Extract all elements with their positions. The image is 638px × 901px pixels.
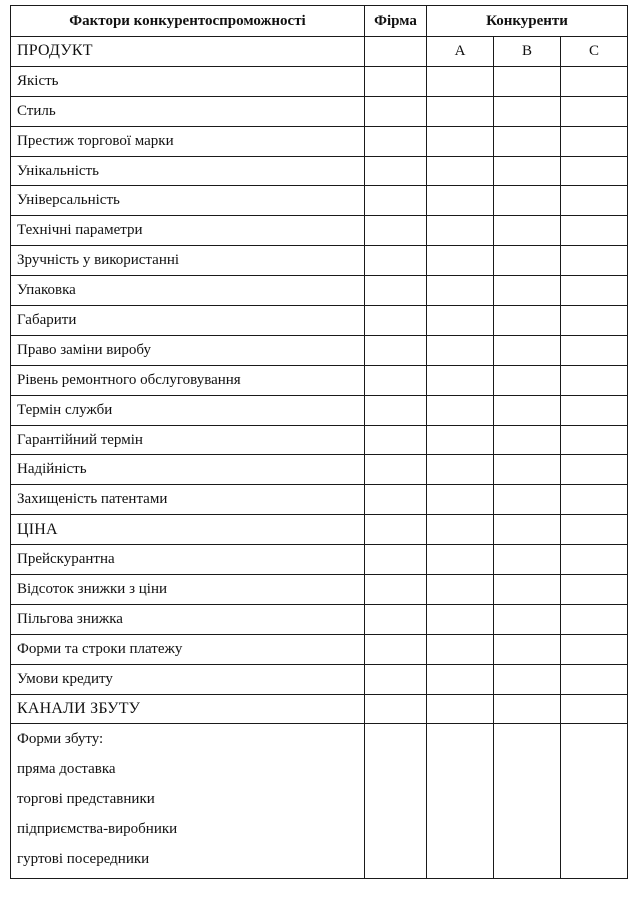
section-label: ЦІНА <box>11 515 365 545</box>
competitor-a-cell <box>427 395 494 425</box>
competitor-a-cell <box>427 604 494 634</box>
competitor-a-cell <box>427 724 494 879</box>
header-factors: Фактори конкурентоспроможності <box>11 6 365 37</box>
competitor-a-cell <box>427 156 494 186</box>
table-row <box>11 186 628 216</box>
competitor-c-cell <box>561 575 628 605</box>
competitor-b-cell <box>494 126 561 156</box>
table-row <box>11 664 628 694</box>
competitor-b-cell <box>494 515 561 545</box>
firm-cell <box>365 96 427 126</box>
competitor-a-cell <box>427 216 494 246</box>
competitor-c-cell <box>561 186 628 216</box>
factor-label: Універсальність <box>11 186 365 216</box>
header-row <box>11 6 628 37</box>
competitor-b-cell <box>494 246 561 276</box>
table-row <box>11 276 628 306</box>
competitor-c-cell <box>561 634 628 664</box>
competitor-a-cell <box>427 425 494 455</box>
competitor-c-cell <box>561 306 628 336</box>
sales-form-item: гуртові посередники <box>17 851 150 868</box>
competitor-c-cell <box>561 515 628 545</box>
table-row <box>11 66 628 96</box>
header-firm: Фірма <box>365 6 427 37</box>
factor-label: Умови кредиту <box>11 664 365 694</box>
firm-cell <box>365 66 427 96</box>
competitor-b-cell <box>494 395 561 425</box>
factor-label: Захищеність патентами <box>11 485 365 515</box>
competitor-a-cell <box>427 246 494 276</box>
competitor-a-cell <box>427 455 494 485</box>
competitor-c-cell <box>561 724 628 879</box>
factor-label: Габарити <box>11 306 365 336</box>
competitor-b-cell <box>494 485 561 515</box>
firm-cell <box>365 365 427 395</box>
competitor-c-cell <box>561 425 628 455</box>
factor-label: Право заміни виробу <box>11 335 365 365</box>
firm-cell <box>365 246 427 276</box>
table-row <box>11 634 628 664</box>
table-row <box>11 545 628 575</box>
header-competitor-a: А <box>427 37 494 67</box>
table-row <box>11 156 628 186</box>
sales-forms-row <box>11 724 628 879</box>
competitor-b-cell <box>494 306 561 336</box>
competitor-b-cell <box>494 634 561 664</box>
competitor-b-cell <box>494 455 561 485</box>
factor-label: Прейскурантна <box>11 545 365 575</box>
competitor-b-cell <box>494 156 561 186</box>
sales-forms-heading: Форми збуту: <box>17 731 104 748</box>
competitor-a-cell <box>427 485 494 515</box>
table-row <box>11 425 628 455</box>
firm-cell <box>365 216 427 246</box>
firm-cell <box>365 545 427 575</box>
firm-cell <box>365 395 427 425</box>
competitor-c-cell <box>561 365 628 395</box>
competitor-a-cell <box>427 276 494 306</box>
table-row <box>11 306 628 336</box>
competitor-a-cell <box>427 664 494 694</box>
factor-label: Рівень ремонтного обслуговування <box>11 365 365 395</box>
competitor-c-cell <box>561 96 628 126</box>
competitor-a-cell <box>427 365 494 395</box>
firm-cell <box>365 455 427 485</box>
competitor-a-cell <box>427 186 494 216</box>
sales-form-item: підприємства-виробники <box>17 821 178 838</box>
factor-label: Зручність у використанні <box>11 246 365 276</box>
factor-label: Якість <box>11 66 365 96</box>
firm-cell <box>365 515 427 545</box>
competitor-c-cell <box>561 604 628 634</box>
table-row <box>11 395 628 425</box>
competitor-b-cell <box>494 425 561 455</box>
firm-cell <box>365 306 427 336</box>
table-row <box>11 216 628 246</box>
competitor-b-cell <box>494 694 561 724</box>
competitiveness-factors-table <box>10 5 628 879</box>
competitor-a-cell <box>427 335 494 365</box>
competitor-b-cell <box>494 186 561 216</box>
table-row <box>11 485 628 515</box>
table-row <box>11 126 628 156</box>
competitor-b-cell <box>494 66 561 96</box>
competitor-c-cell <box>561 276 628 306</box>
competitor-a-cell <box>427 575 494 605</box>
competitor-c-cell <box>561 694 628 724</box>
table-row <box>11 96 628 126</box>
section-label: ПРОДУКТ <box>11 37 365 67</box>
table-row <box>11 246 628 276</box>
competitor-a-cell <box>427 66 494 96</box>
section-row <box>11 37 628 67</box>
firm-cell <box>365 156 427 186</box>
firm-cell <box>365 126 427 156</box>
competitor-c-cell <box>561 455 628 485</box>
table-row <box>11 455 628 485</box>
sales-form-item: торгові представники <box>17 791 155 808</box>
competitor-c-cell <box>561 156 628 186</box>
competitor-a-cell <box>427 515 494 545</box>
competitor-c-cell <box>561 126 628 156</box>
firm-cell <box>365 425 427 455</box>
competitor-a-cell <box>427 694 494 724</box>
competitor-c-cell <box>561 216 628 246</box>
competitor-a-cell <box>427 545 494 575</box>
firm-cell <box>365 186 427 216</box>
competitor-b-cell <box>494 604 561 634</box>
section-row <box>11 515 628 545</box>
competitor-c-cell <box>561 395 628 425</box>
competitor-a-cell <box>427 634 494 664</box>
competitor-b-cell <box>494 276 561 306</box>
firm-cell <box>365 276 427 306</box>
competitor-c-cell <box>561 545 628 575</box>
table-row <box>11 575 628 605</box>
firm-cell <box>365 575 427 605</box>
competitor-a-cell <box>427 306 494 336</box>
competitor-b-cell <box>494 365 561 395</box>
factor-label: Пільгова знижка <box>11 604 365 634</box>
firm-cell <box>365 335 427 365</box>
competitor-b-cell <box>494 545 561 575</box>
factor-label: Стиль <box>11 96 365 126</box>
factor-label: Відсоток знижки з ціни <box>11 575 365 605</box>
factor-label: Надійність <box>11 455 365 485</box>
factor-label: Престиж торгової марки <box>11 126 365 156</box>
firm-cell <box>365 694 427 724</box>
firm-cell <box>365 634 427 664</box>
header-competitors: Конкуренти <box>427 6 628 37</box>
table-row <box>11 604 628 634</box>
header-competitor-c: С <box>561 37 628 67</box>
factor-label: Гарантійний термін <box>11 425 365 455</box>
factor-label: Упаковка <box>11 276 365 306</box>
competitor-a-cell <box>427 126 494 156</box>
section-label: КАНАЛИ ЗБУТУ <box>11 694 365 724</box>
competitor-b-cell <box>494 664 561 694</box>
competitor-c-cell <box>561 246 628 276</box>
factor-label: Унікальність <box>11 156 365 186</box>
competitor-c-cell <box>561 335 628 365</box>
competitor-b-cell <box>494 724 561 879</box>
competitor-c-cell <box>561 664 628 694</box>
competitor-b-cell <box>494 96 561 126</box>
table-row <box>11 335 628 365</box>
firm-cell <box>365 664 427 694</box>
competitiveness-table-page <box>10 5 627 879</box>
competitor-c-cell <box>561 66 628 96</box>
sales-form-item: пряма доставка <box>17 761 116 778</box>
section-row <box>11 694 628 724</box>
competitor-b-cell <box>494 335 561 365</box>
header-competitor-b: В <box>494 37 561 67</box>
competitor-a-cell <box>427 96 494 126</box>
table-body <box>11 37 628 879</box>
firm-cell <box>365 604 427 634</box>
firm-cell <box>365 724 427 879</box>
factor-label: Термін служби <box>11 395 365 425</box>
firm-cell <box>365 37 427 67</box>
factor-label: Технічні параметри <box>11 216 365 246</box>
competitor-b-cell <box>494 575 561 605</box>
competitor-b-cell <box>494 216 561 246</box>
firm-cell <box>365 485 427 515</box>
table-row <box>11 365 628 395</box>
factor-label: Форми та строки платежу <box>11 634 365 664</box>
competitor-c-cell <box>561 485 628 515</box>
sales-forms-cell <box>11 724 365 879</box>
